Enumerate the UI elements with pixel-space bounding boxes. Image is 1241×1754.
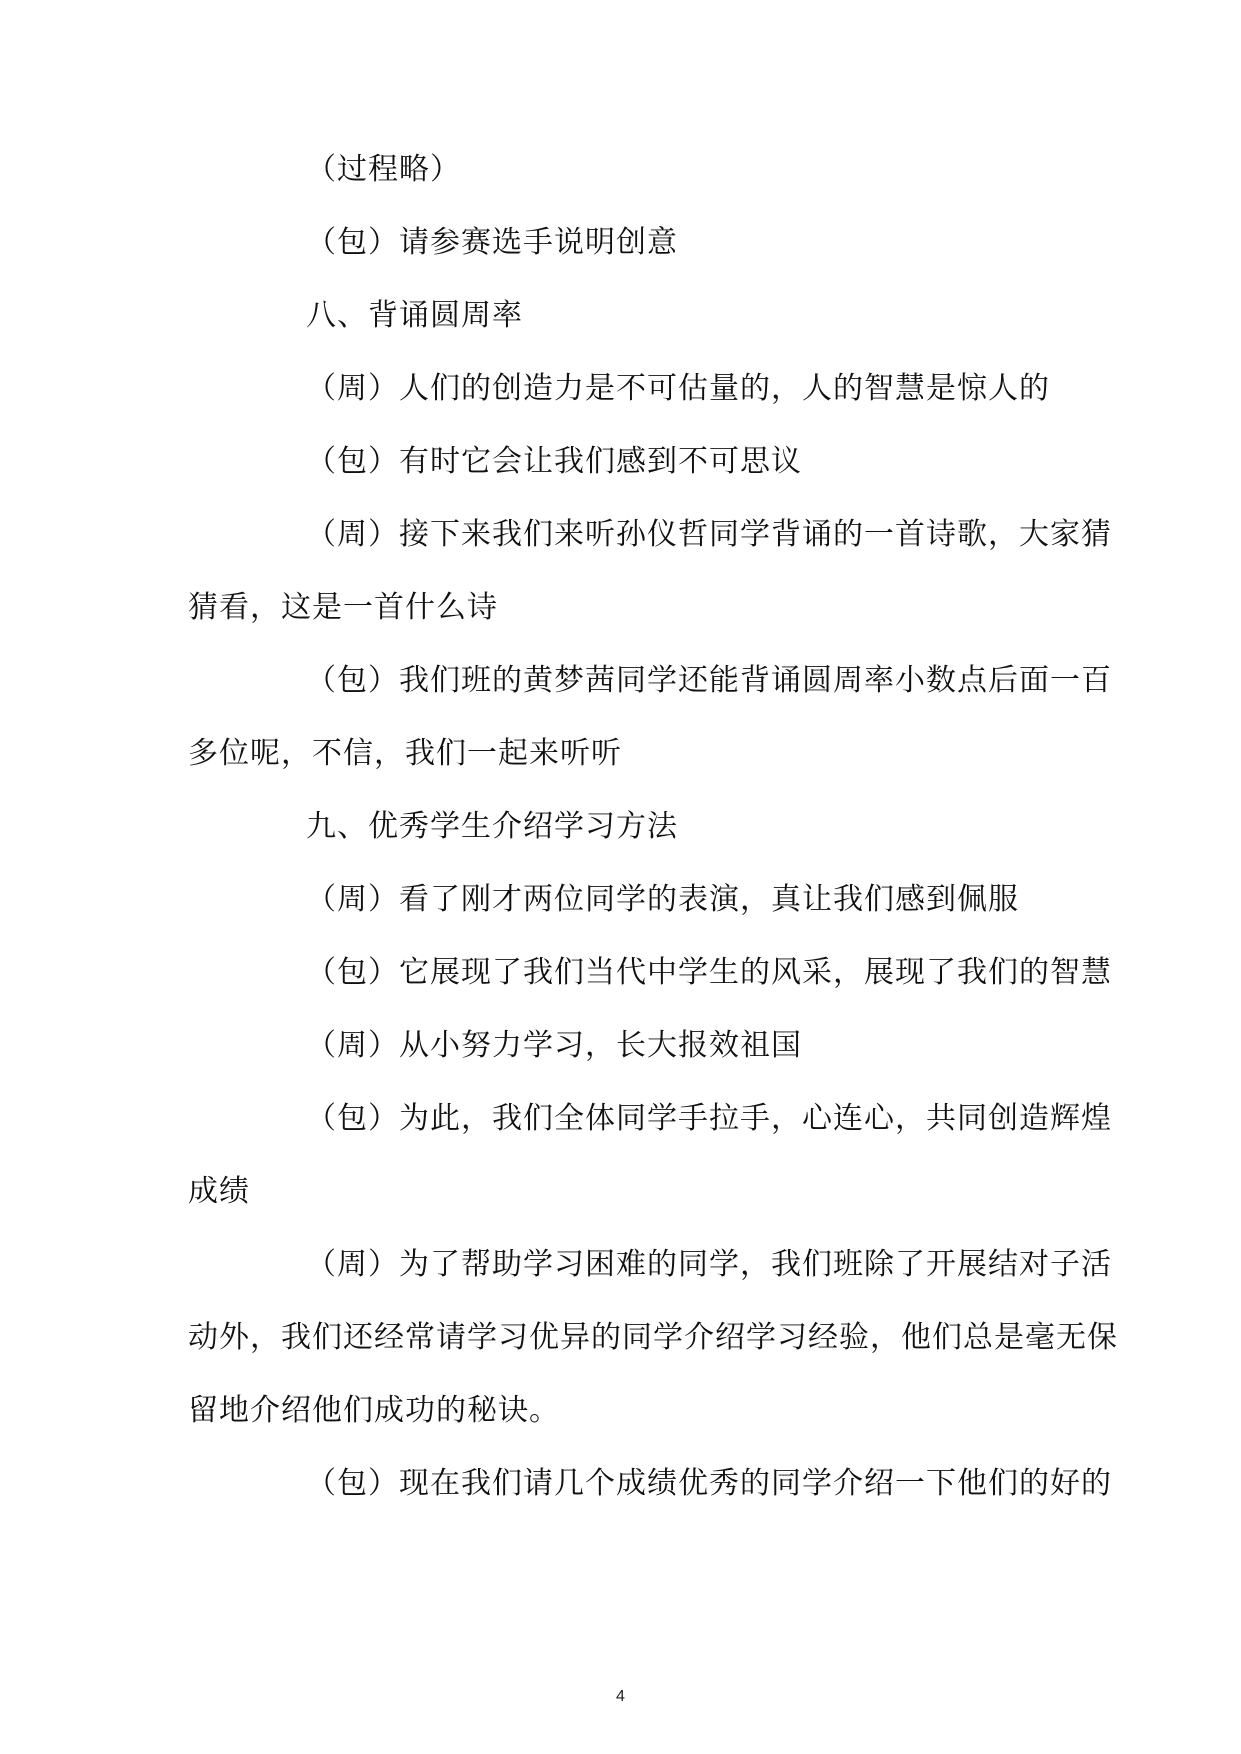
text-line: （包）我们班的黄梦茜同学还能背诵圆周率小数点后面一百 (306, 663, 1112, 698)
text-line: （周）从小努力学习，长大报效祖国 (306, 1028, 802, 1063)
text-line: 留地介绍他们成功的秘诀。 (188, 1393, 560, 1428)
text-line: （包）为此，我们全体同学手拉手，心连心，共同创造辉煌 (306, 1101, 1112, 1136)
text-line: （周）看了刚才两位同学的表演，真让我们感到佩服 (306, 882, 1019, 917)
text-line: （周）接下来我们来听孙仪哲同学背诵的一首诗歌，大家猜 (306, 517, 1112, 552)
text-line: 成绩 (188, 1174, 250, 1209)
text-line: （包）有时它会让我们感到不可思议 (306, 444, 802, 479)
text-line: 动外，我们还经常请学习优异的同学介绍学习经验，他们总是毫无保 (188, 1320, 1118, 1355)
text-line: （包）请参赛选手说明创意 (306, 225, 678, 260)
text-line: （周）为了帮助学习困难的同学，我们班除了开展结对子活 (306, 1247, 1112, 1282)
section-heading: 八、背诵圆周率 (306, 298, 523, 333)
text-line: （包）现在我们请几个成绩优秀的同学介绍一下他们的好的 (306, 1466, 1112, 1501)
text-line: 猜看，这是一首什么诗 (188, 590, 498, 625)
section-heading: 九、优秀学生介绍学习方法 (306, 809, 678, 844)
text-line: （周）人们的创造力是不可估量的，人的智慧是惊人的 (306, 371, 1050, 406)
text-line: （过程略） (306, 152, 461, 187)
text-line: 多位呢，不信，我们一起来听听 (188, 736, 622, 771)
text-line: （包）它展现了我们当代中学生的风采，展现了我们的智慧 (306, 955, 1112, 990)
page-number: 4 (616, 1688, 625, 1705)
